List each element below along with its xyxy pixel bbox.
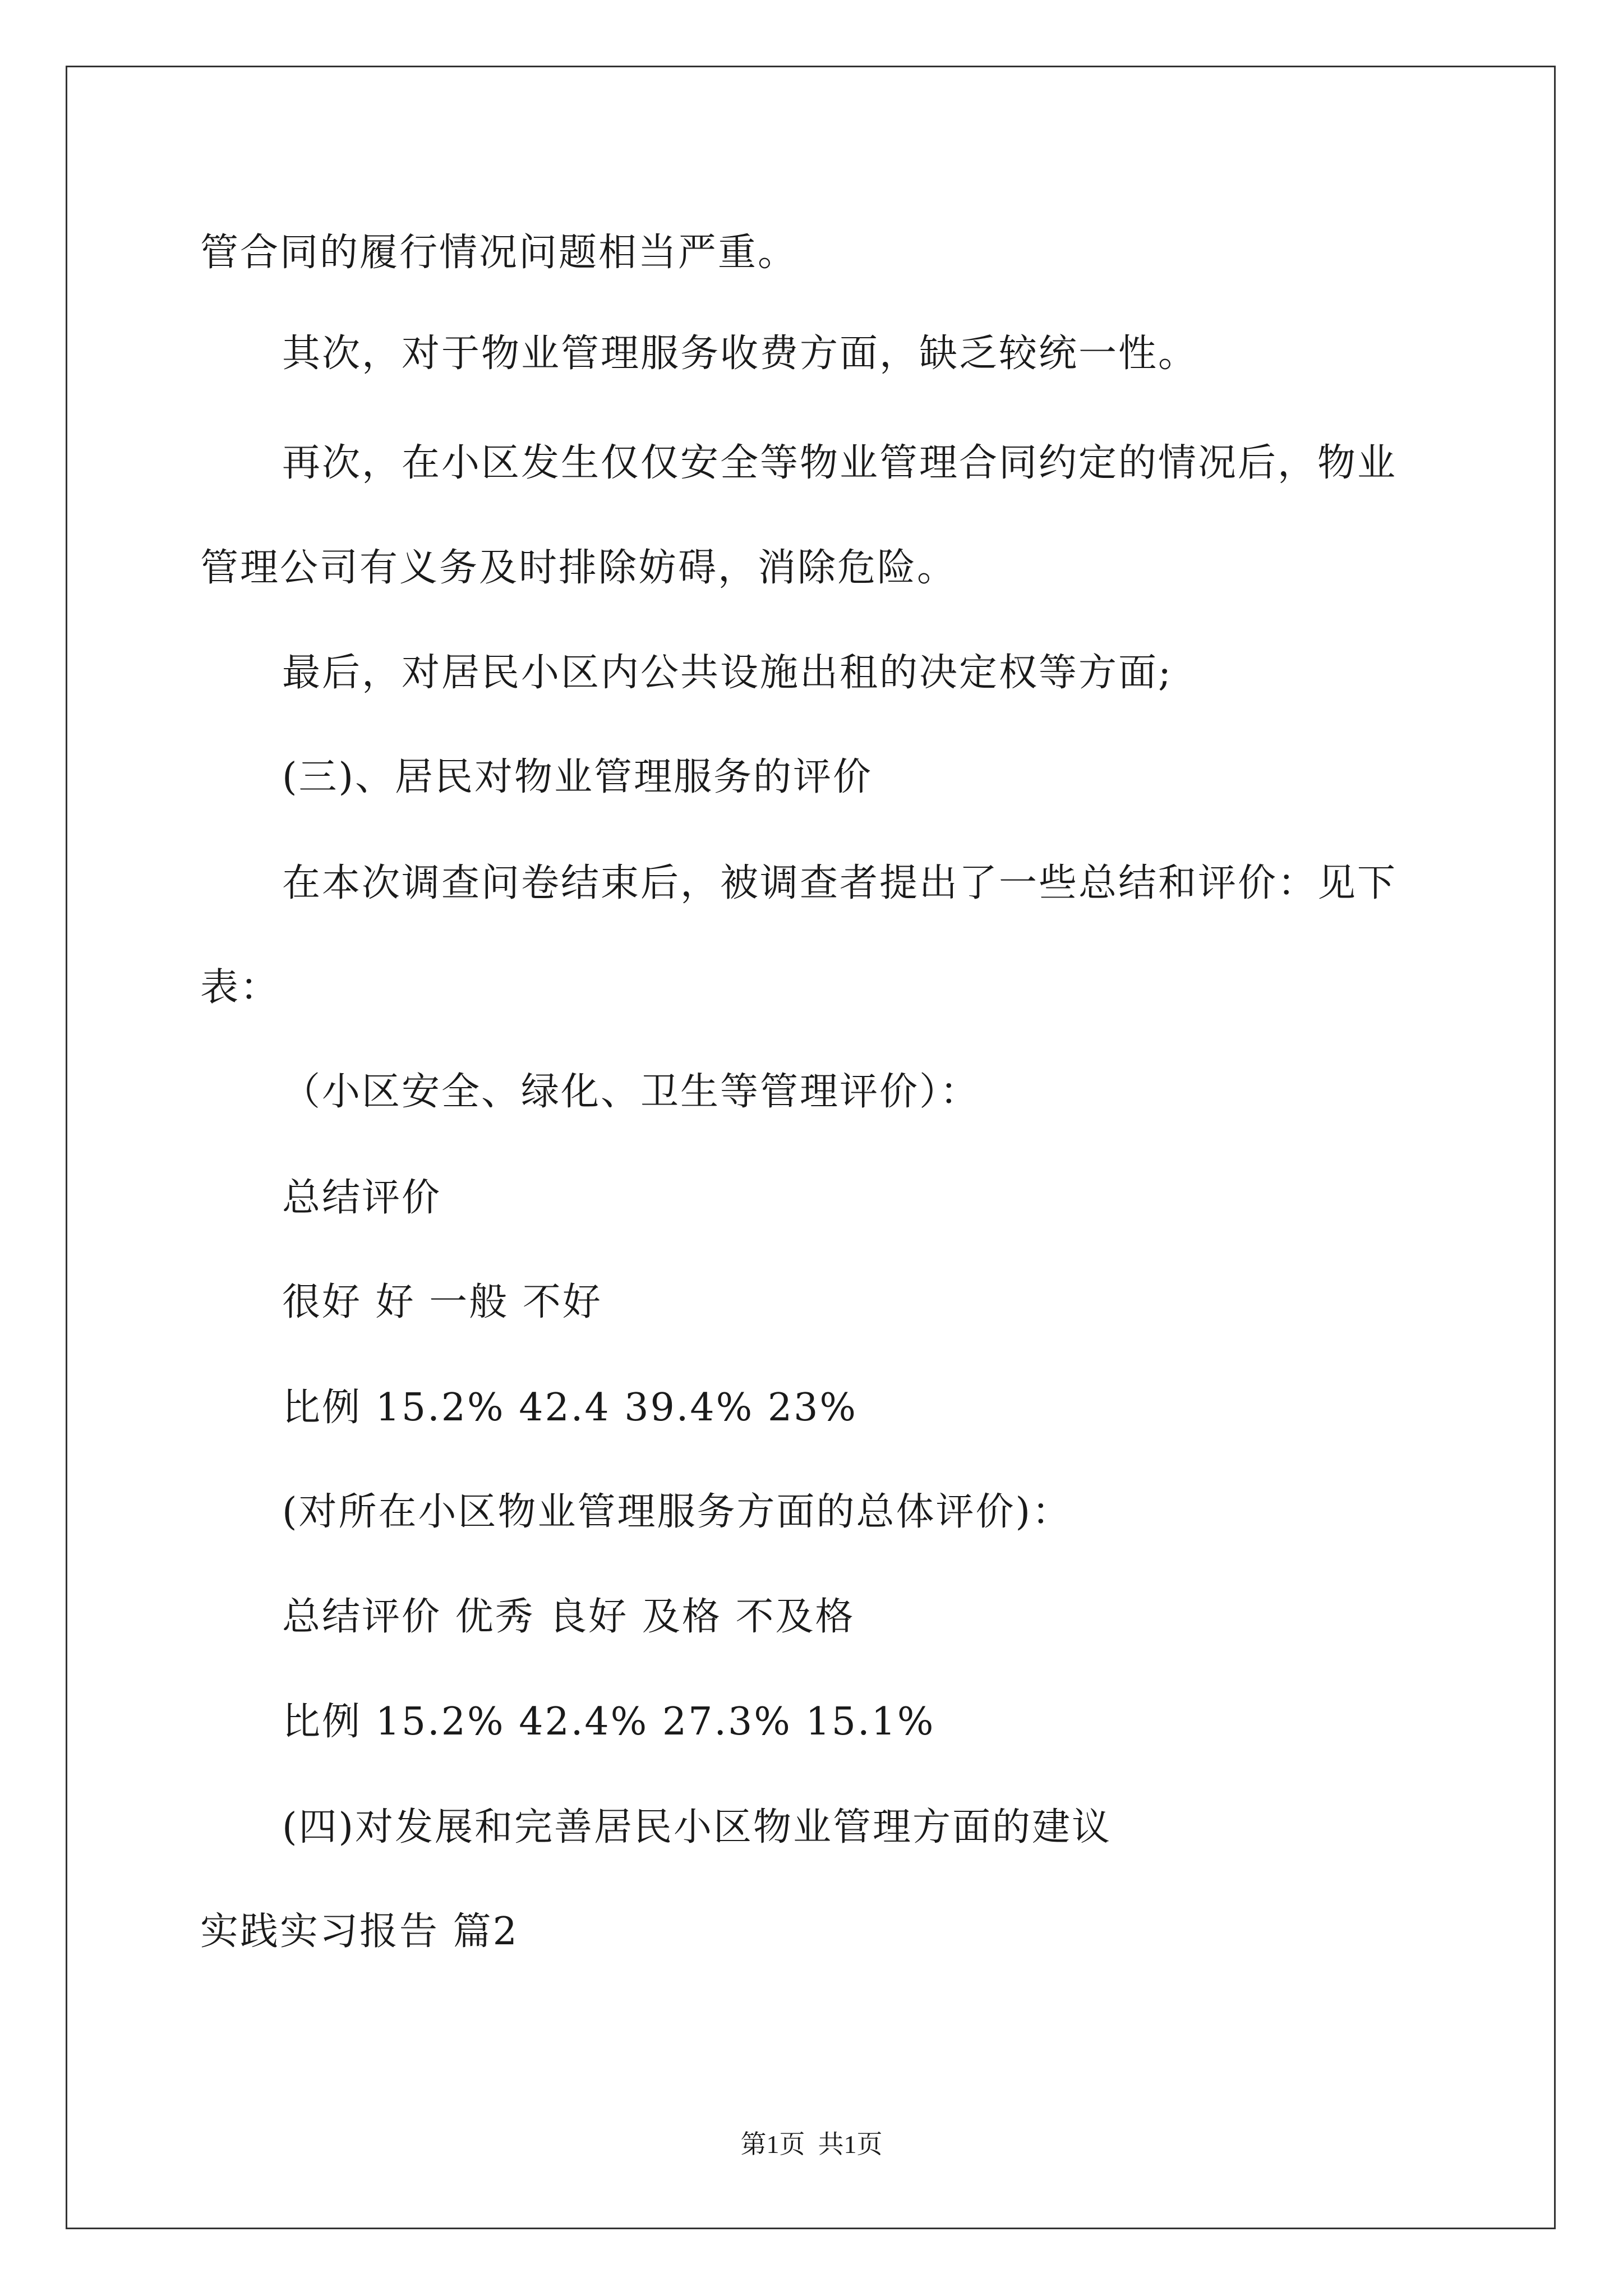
section-heading: (三)、居民对物业管理服务的评价 — [282, 755, 873, 799]
paragraph-line: 最后，对居民小区内公共设施出租的决定权等方面; — [282, 651, 1173, 695]
paragraph-line: 再次，在小区发生仅仅安全等物业管理合同约定的情况后，物业 — [282, 441, 1398, 485]
page-footer: 第1页 共1页 — [740, 2130, 883, 2159]
section-title: 实践实习报告 篇2 — [200, 1910, 519, 1954]
section-heading: (四)对发展和完善居民小区物业管理方面的建议 — [282, 1805, 1112, 1849]
table-row: 比例 15.2% 42.4 39.4% 23% — [282, 1386, 858, 1430]
table-caption: （小区安全、绿化、卫生等管理评价）： — [282, 1070, 980, 1114]
table-caption: (对所在小区物业管理服务方面的总体评价)： — [282, 1490, 1072, 1534]
paragraph-line: 在本次调查问卷结束后，被调查者提出了一些总结和评价：见下 — [282, 861, 1398, 905]
table-row: 总结评价 优秀 良好 及格 不及格 — [282, 1595, 855, 1639]
paragraph-line: 管合同的履行情况问题相当严重。 — [200, 231, 798, 275]
table-row: 很好 好 一般 不好 — [282, 1280, 602, 1324]
paragraph-line: 其次，对于物业管理服务收费方面，缺乏较统一性。 — [282, 332, 1198, 376]
table-row: 比例 15.2% 42.4% 27.3% 15.1% — [282, 1700, 935, 1744]
paragraph-line: 表： — [200, 965, 280, 1010]
paragraph-line: 管理公司有义务及时排除妨碍，消除危险。 — [200, 546, 957, 590]
page-border — [66, 66, 1556, 2229]
table-row: 总结评价 — [282, 1176, 442, 1220]
